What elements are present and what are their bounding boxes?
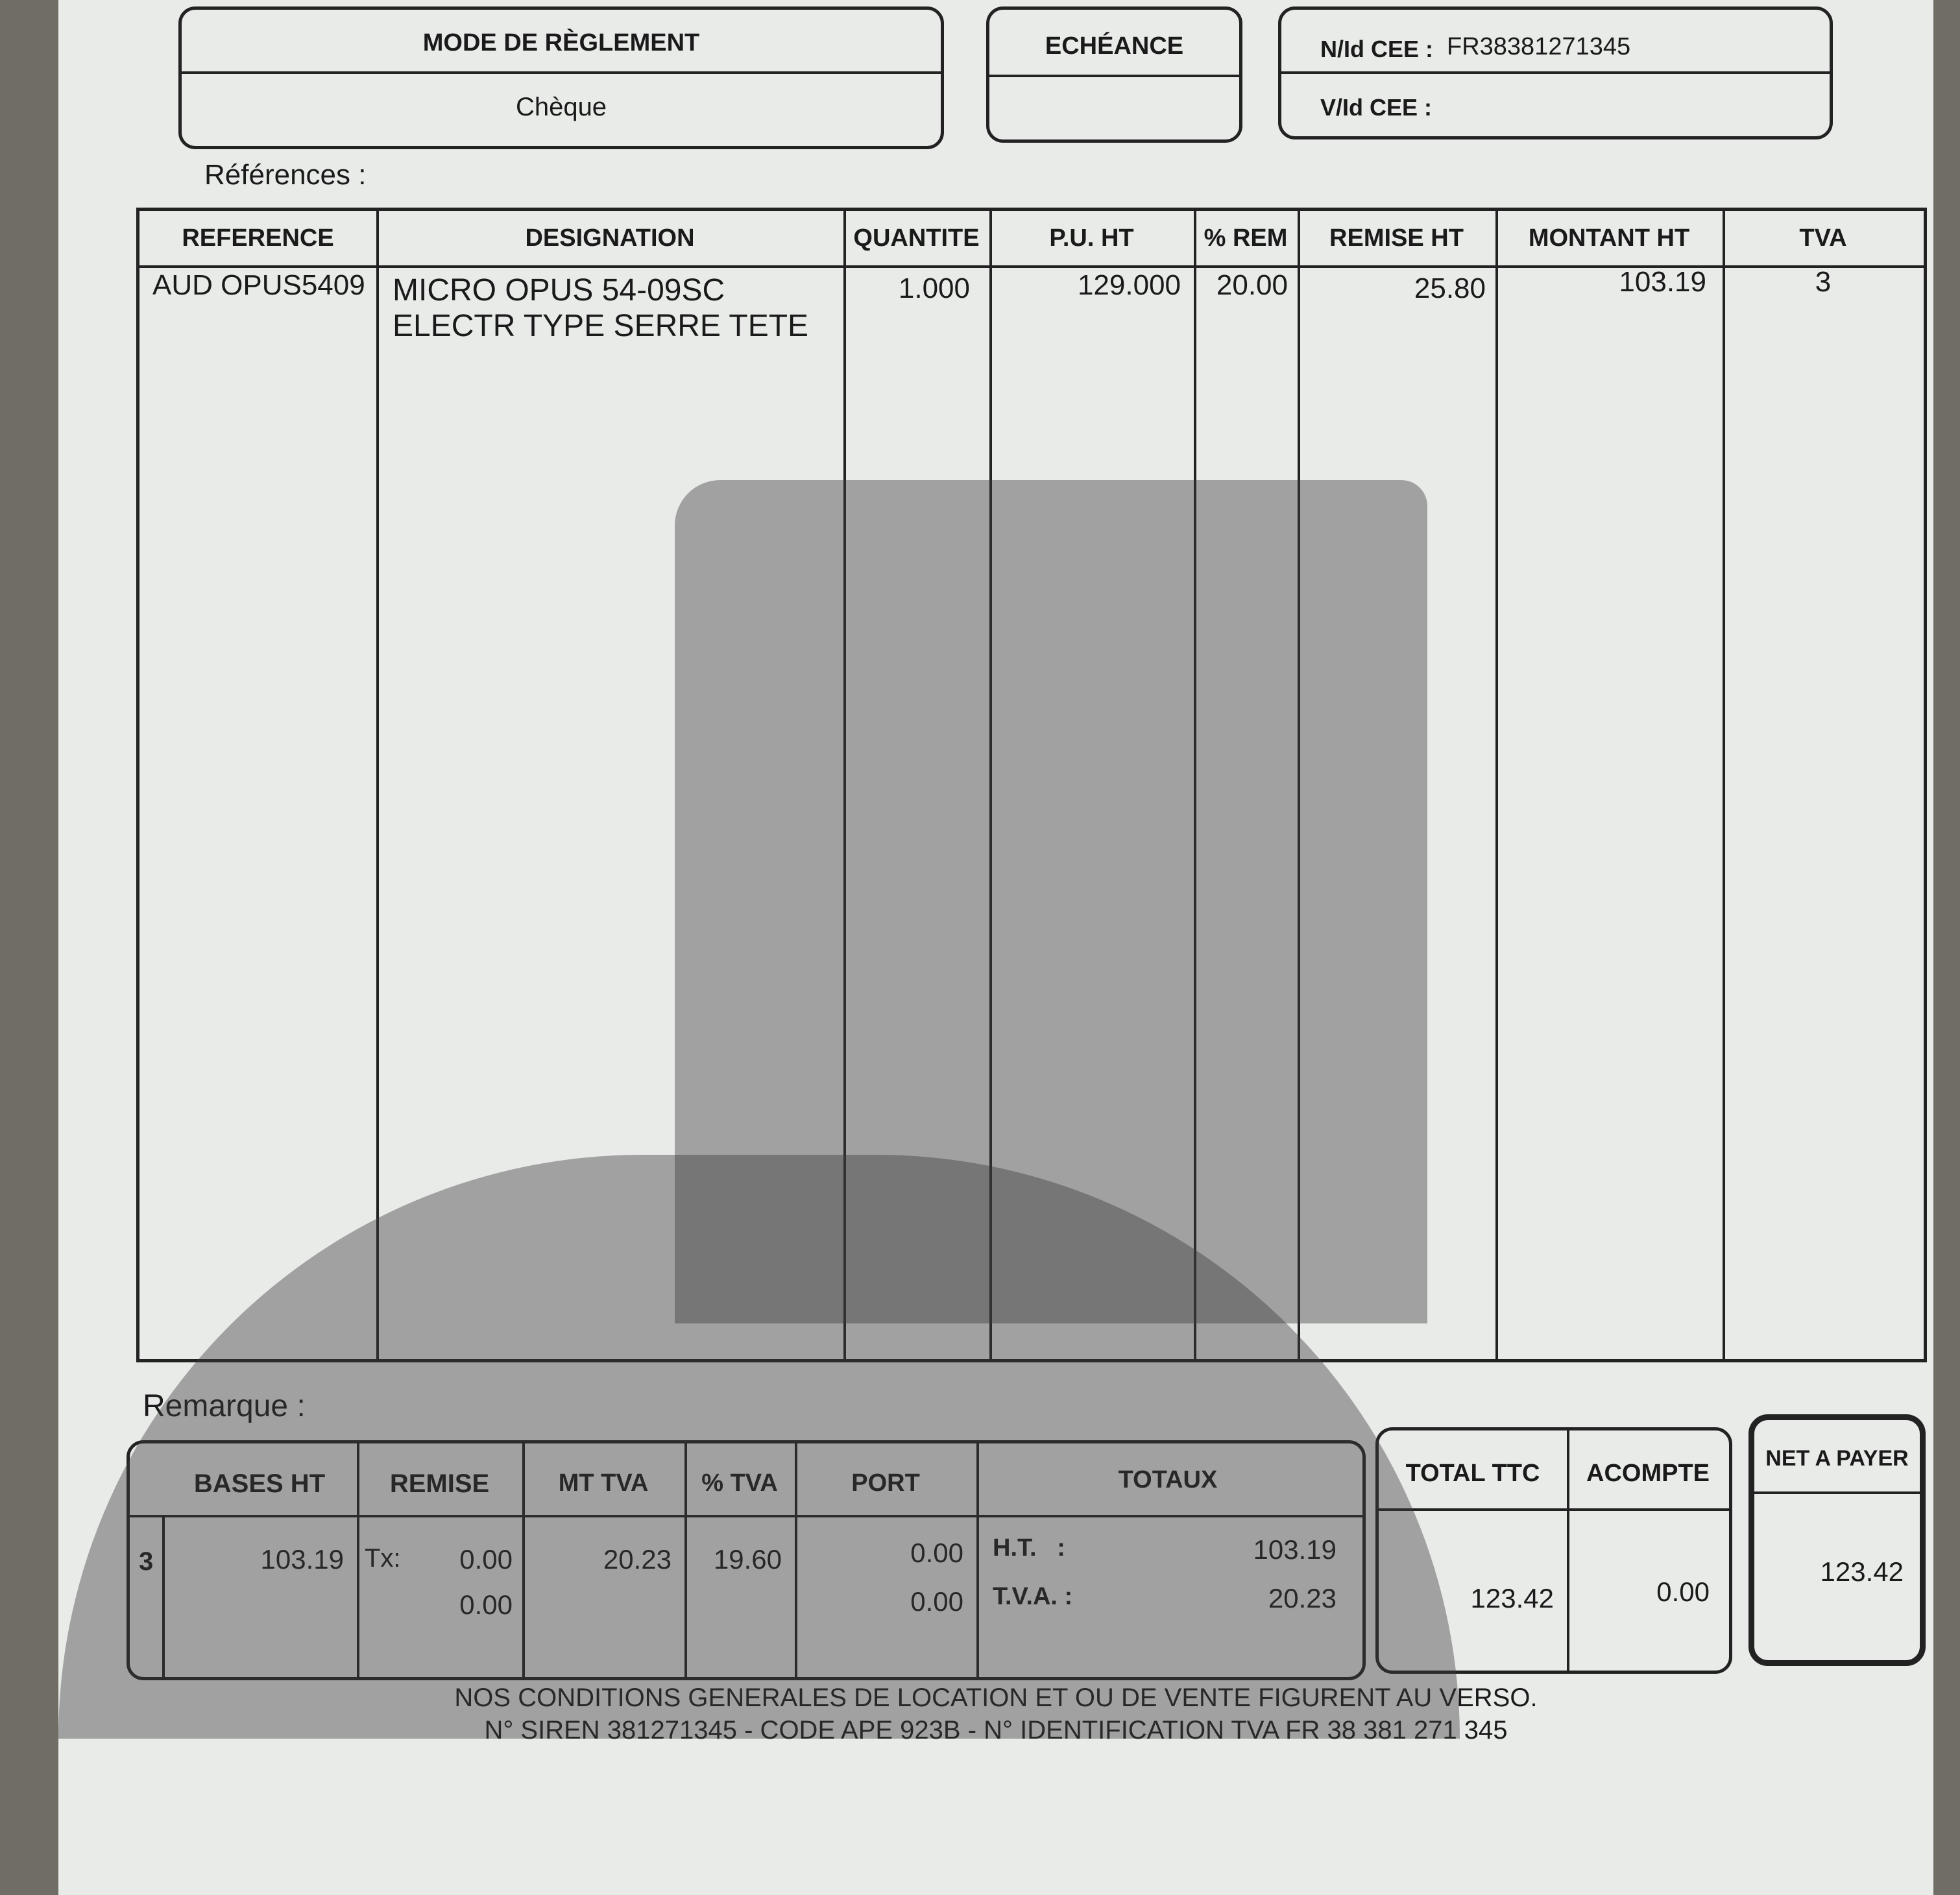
col-header-reference: REFERENCE	[182, 224, 334, 252]
totals-port-1: 0.00	[910, 1538, 963, 1568]
col-header-montant-ht: MONTANT HT	[1528, 224, 1690, 252]
net-to-pay-value: 123.42	[1820, 1556, 1904, 1587]
invoice-page	[58, 0, 1933, 1895]
totals-tva-label: T.V.A. :	[993, 1583, 1073, 1610]
our-vat-id-value: FR38381271345	[1447, 33, 1631, 60]
row-montant-ht: 103.19	[1619, 266, 1706, 298]
vat-id-box	[1278, 6, 1833, 139]
net-to-pay-header: NET A PAYER	[1765, 1446, 1909, 1471]
row-quantite: 1.000	[898, 272, 970, 304]
payment-mode-label: MODE DE RÈGLEMENT	[422, 29, 700, 56]
totals-remise-2: 0.00	[459, 1589, 513, 1620]
row-remise-ht: 25.80	[1414, 272, 1486, 304]
col-header-remise-ht: REMISE HT	[1329, 224, 1464, 252]
totals-header-totaux: TOTAUX	[1118, 1466, 1218, 1493]
col-header-pu-ht: P.U. HT	[1049, 224, 1134, 252]
footer-conditions: NOS CONDITIONS GENERALES DE LOCATION ET OU DE VENTE FIGURENT AU VERSO.	[454, 1684, 1538, 1712]
due-date-box	[986, 6, 1242, 143]
totals-pct-tva: 19.60	[713, 1544, 782, 1575]
our-vat-id-label: N/Id CEE :	[1320, 36, 1434, 62]
totals-tx-label: Tx:	[365, 1544, 401, 1573]
totals-tva-value: 20.23	[1268, 1583, 1337, 1613]
col-header-designation: DESIGNATION	[525, 224, 695, 252]
payment-mode-value: Chèque	[515, 93, 607, 121]
totals-ht-label: H.T. :	[993, 1534, 1065, 1562]
row-pct-rem: 20.00	[1216, 269, 1288, 301]
total-ttc-header: TOTAL TTC	[1405, 1460, 1540, 1487]
totals-header-bases-ht: BASES HT	[193, 1469, 326, 1498]
footer-legal-ids: N° SIREN 381271345 - CODE APE 923B - N° IDENTIFICATION TVA FR 38 381 271 345	[484, 1716, 1508, 1744]
col-header-pct-rem: % REM	[1204, 224, 1288, 252]
totals-remise-tx: 0.00	[459, 1544, 513, 1575]
total-ttc-value: 123.42	[1470, 1583, 1554, 1613]
payment-mode-box	[178, 6, 944, 149]
totals-mt-tva: 20.23	[603, 1544, 671, 1575]
net-to-pay-box	[1748, 1414, 1926, 1666]
row-designation-line1: MICRO OPUS 54-09SC	[393, 273, 725, 308]
totals-header-port: PORT	[851, 1469, 920, 1497]
col-header-tva: TVA	[1799, 224, 1847, 252]
due-date-label: ECHÉANCE	[1045, 32, 1184, 60]
totals-bases-ht: 103.19	[260, 1544, 344, 1575]
row-pu-ht: 129.000	[1077, 269, 1181, 301]
totals-header-remise: REMISE	[389, 1469, 490, 1498]
acompte-header: ACOMPTE	[1586, 1460, 1710, 1487]
col-header-quantite: QUANTITE	[853, 224, 980, 252]
row-designation-line2: ELECTR TYPE SERRE TETE	[393, 309, 809, 343]
totals-ht-value: 103.19	[1253, 1534, 1337, 1565]
acompte-value: 0.00	[1656, 1576, 1710, 1607]
row-reference: AUD OPUS5409	[152, 269, 365, 301]
references-label: Références :	[204, 159, 367, 191]
your-vat-id-label: V/Id CEE :	[1320, 94, 1433, 121]
remark-label: Remarque :	[143, 1389, 306, 1423]
totals-header-mt-tva: MT TVA	[558, 1469, 649, 1497]
row-tva: 3	[1815, 266, 1832, 298]
totals-code: 3	[139, 1547, 154, 1576]
totals-header-pct-tva: % TVA	[701, 1469, 778, 1497]
totals-port-2: 0.00	[910, 1586, 963, 1617]
